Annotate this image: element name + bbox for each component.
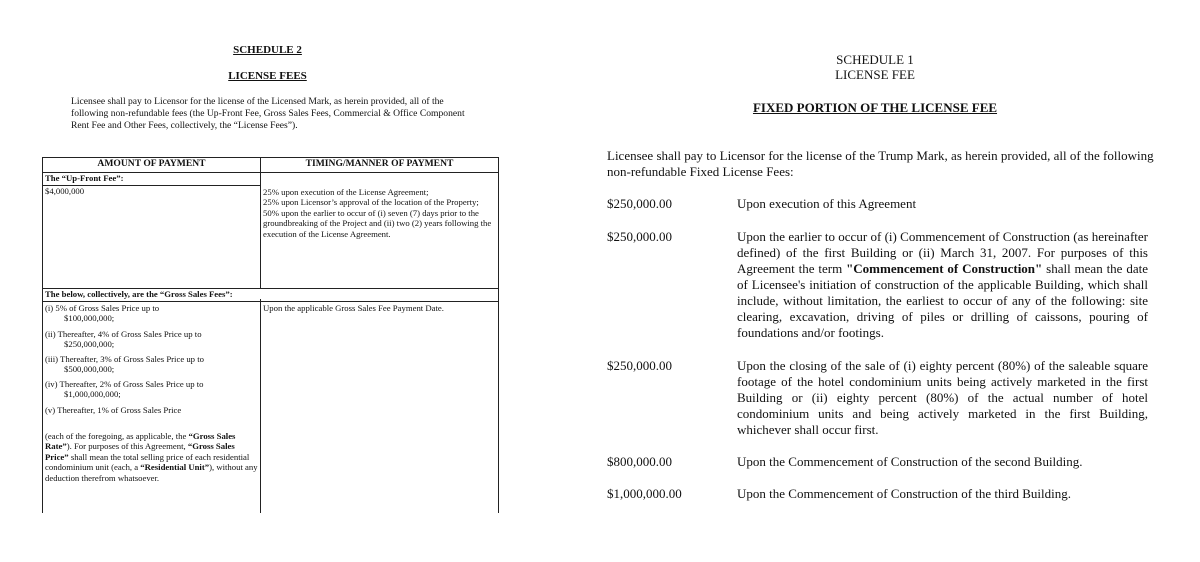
fee-description: Upon the earlier to occur of (i) Commencement of Construction (as hereinafter defined) of the first Building or (ii) March 31, 2007. For purposes of this Agreement the term "Commencement of Construction" shall mean the date of Licensee's initiation of construction of the applicable Building, which shall include, without limitation, the earliest to occur of any of the following: site clearing, excavation, driving of piles or drilling of caissons, pouring of foundations and/or footings. bbox=[737, 229, 1148, 340]
timing-line: 50% upon the earlier to occur of (i) seven (7) days prior to the groundbreaking of the Project and (ii) two (2) years following the execution of the License Agreement. bbox=[263, 207, 492, 239]
timing-line: 25% upon Licensor’s approval of the location of the Property; bbox=[263, 197, 479, 208]
fee-description: Upon the closing of the sale of (i) eighty percent (80%) of the saleable square footage of the hotel condominium units being actively marketed in the first Building or (ii) eighty percent (80%) of the actual number of hotel condominium units and being actively marketed in the first Building, whichever shall occur first. bbox=[737, 358, 1148, 437]
gross-sales-item: (iii) Thereafter, 3% of Gross Sales Price up to $500,000,000; bbox=[45, 354, 204, 375]
schedule-2-heading: SCHEDULE 2 bbox=[233, 44, 302, 56]
schedule-1-heading: SCHEDULE 1 bbox=[836, 52, 914, 67]
fee-description: Upon the Commencement of Construction of the second Building. bbox=[737, 454, 1083, 469]
gross-sales-item: (ii) Thereafter, 4% of Gross Sales Price up to $250,000,000; bbox=[45, 329, 202, 350]
upfront-fee-label: The “Up-Front Fee”: bbox=[45, 173, 124, 183]
gross-sales-fees-label: The below, collectively, are the “Gross Sales Fees”: bbox=[45, 289, 495, 299]
right-intro-paragraph: Licensee shall pay to Licensor for the license of the Trump Mark, as herein provided, all of the following non-refundable Fixed License Fees: bbox=[607, 148, 1154, 179]
license-fees-table bbox=[42, 157, 499, 513]
fee-description: Upon the Commencement of Construction of the third Building. bbox=[737, 486, 1071, 501]
right-document-page bbox=[560, 0, 1200, 562]
fixed-portion-heading: FIXED PORTION OF THE LICENSE FEE bbox=[752, 100, 998, 115]
fee-amount: $250,000.00 bbox=[607, 358, 672, 373]
column-header-amount: AMOUNT OF PAYMENT bbox=[97, 158, 206, 169]
gross-sales-item: (iv) Thereafter, 2% of Gross Sales Price up to $1,000,000,000; bbox=[45, 379, 204, 400]
fee-amount: $250,000.00 bbox=[607, 196, 672, 211]
timing-line: 25% upon execution of the License Agreement; bbox=[263, 187, 429, 197]
license-fees-heading: LICENSE FEES bbox=[228, 70, 307, 82]
fee-amount: $800,000.00 bbox=[607, 454, 672, 469]
column-header-timing: TIMING/MANNER OF PAYMENT bbox=[305, 158, 454, 169]
upfront-fee-amount: $4,000,000 bbox=[45, 186, 85, 196]
gross-sales-definition-note: (each of the foregoing, as applicable, the “Gross Sales Rate”). For purposes of this Agreement, “Gross Sales Price” shall mean the total selling price of each residential condominium unit (each, a “Residential Unit”), without any deduction therefrom whatsoever. bbox=[45, 431, 258, 483]
table-divider bbox=[43, 301, 498, 302]
fee-amount: $250,000.00 bbox=[607, 229, 672, 244]
table-column-divider bbox=[260, 158, 261, 513]
gross-sales-item: (i) 5% of Gross Sales Price up to $100,000,000; bbox=[45, 303, 160, 324]
license-fee-heading: LICENSE FEE bbox=[835, 67, 915, 82]
left-document-page bbox=[0, 0, 560, 562]
left-intro-paragraph: Licensee shall pay to Licensor for the license of the Licensed Mark, as herein provided, all of the following non-refundable fees (the Up-Front Fee, Gross Sales Fees, Commercial & Office Component Rent Fee and Other Fees, collectively, the “License Fees”). bbox=[71, 96, 465, 131]
gross-sales-timing: Upon the applicable Gross Sales Fee Payment Date. bbox=[263, 303, 444, 313]
fee-description: Upon execution of this Agreement bbox=[737, 196, 917, 211]
gross-sales-item: (v) Thereafter, 1% of Gross Sales Price bbox=[45, 405, 182, 415]
fee-amount: $1,000,000.00 bbox=[607, 486, 682, 501]
upfront-fee-timing bbox=[263, 187, 497, 239]
